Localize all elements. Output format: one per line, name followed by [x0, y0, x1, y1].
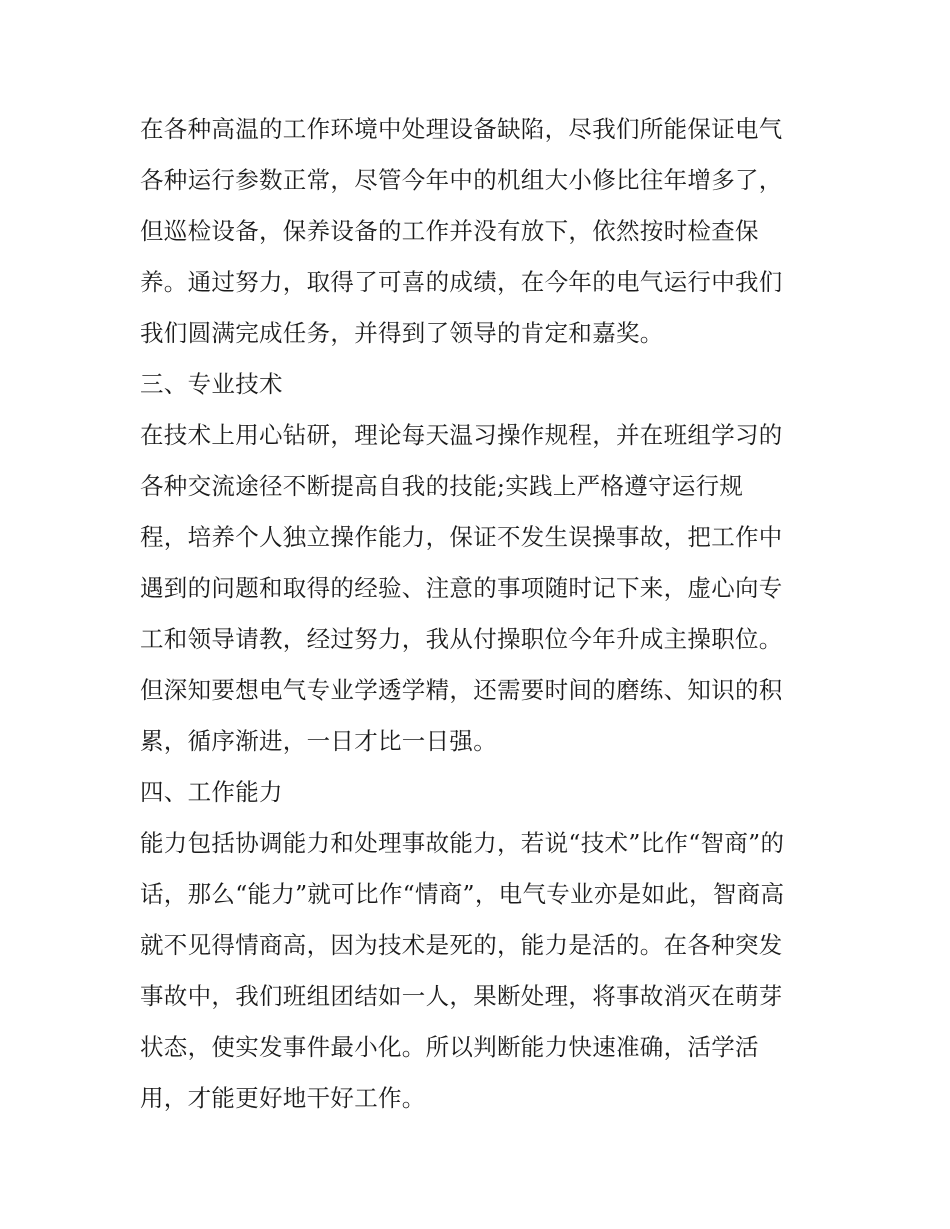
section-heading-professional-skills: 三、专业技术: [140, 370, 283, 398]
section-heading-work-ability: 四、工作能力: [140, 778, 283, 806]
text-line: 话，那么“能力”就可比作“情商”，电气专业亦是如此，智商高: [140, 880, 785, 908]
text-line: 程，培养个人独立操作能力，保证不发生误操事故，把工作中: [140, 523, 783, 551]
text-line: 在技术上用心钻研，理论每天温习操作规程，并在班组学习的: [140, 421, 783, 449]
text-line: 工和领导请教，经过努力，我从付操职位今年升成主操职位。: [140, 625, 783, 653]
text-line: 能力包括协调能力和处理事故能力，若说“技术”比作“智商”的: [140, 829, 785, 857]
text-line: 在各种高温的工作环境中处理设备缺陷，尽我们所能保证电气: [140, 115, 783, 143]
document-body: [140, 104, 820, 1124]
text-line: 但深知要想电气专业学透学精，还需要时间的磨练、知识的积: [140, 676, 783, 704]
text-line: 遇到的问题和取得的经验、注意的事项随时记下来，虚心向专: [140, 574, 783, 602]
text-line: 各种运行参数正常，尽管今年中的机组大小修比往年增多了，: [140, 166, 783, 194]
text-line: 但巡检设备，保养设备的工作并没有放下，依然按时检查保: [140, 217, 759, 245]
text-line: 事故中，我们班组团结如一人，果断处理，将事故消灭在萌芽: [140, 982, 783, 1010]
text-line: 养。通过努力，取得了可喜的成绩，在今年的电气运行中我们: [140, 268, 783, 296]
text-line: 用，才能更好地干好工作。: [140, 1084, 426, 1112]
text-line: 就不见得情商高，因为技术是死的，能力是活的。在各种突发: [140, 931, 783, 959]
text-line: 各种交流途径不断提高自我的技能;实践上严格遵守运行规: [140, 472, 744, 500]
text-line: 累，循序渐进，一日才比一日强。: [140, 727, 497, 755]
text-line: 我们圆满完成任务，并得到了领导的肯定和嘉奖。: [140, 319, 664, 347]
text-line: 状态，使实发事件最小化。所以判断能力快速准确，活学活: [140, 1033, 759, 1061]
